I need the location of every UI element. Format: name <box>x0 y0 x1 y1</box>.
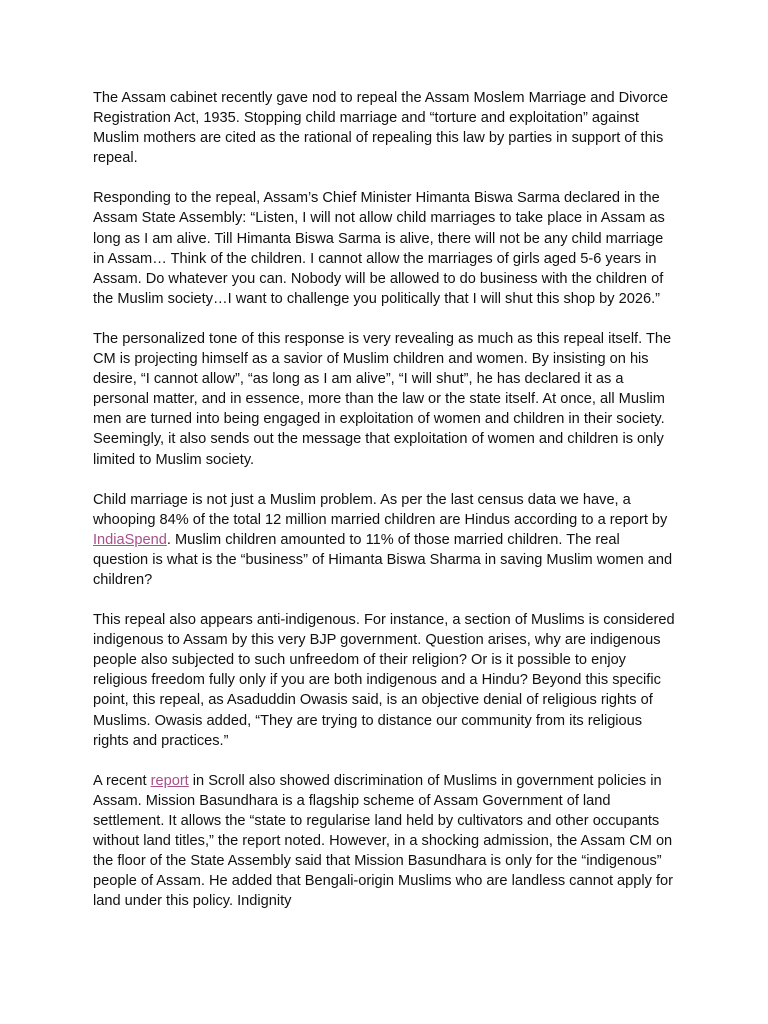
text-segment: This repeal also appears anti-indigenous. For instance, a section of Muslims is considered indigenous to Assam by this very BJP government. Question arises, why are indigenous people also subjected to such unfreedom of their religion? Or is it possible to enjoy religious freedom fully only if you are both indigenous and a Hindu? Beyond this specific point, this repeal, as Asaduddin Owasis said, is an objective denial of religious rights of Muslims. Owasis added, “They are trying to distance our community from its religious rights and practices.” <box>93 612 675 749</box>
text-segment: Child marriage is not just a Muslim problem. As per the last census data we have, a whooping 84% of the total 12 million married children are Hindus according to a report by <box>93 491 668 528</box>
text-segment: Responding to the repeal, Assam’s Chief Minister Himanta Biswa Sarma declared in the Assam State Assembly: “Listen, I will not allow child marriages to take place in Assam as long as I am alive. Till Himanta Biswa Sarma is alive, there will not be any child marriage in Assam… Think of the children. I cannot allow the marriages of girls aged 5-6 years in Assam. Do whatever you can. Nobody will be allowed to do business with the children of the Muslim society…I want to challenge you politically that I will shut this shop by 2026.” <box>93 190 665 307</box>
paragraph-p4 <box>93 490 677 590</box>
text-segment: The personalized tone of this response is very revealing as much as this repeal itself. The CM is projecting himself as a savior of Muslim children and women. By insisting on his desire, “I cannot allow”, “as long as I am alive”, “I will shut”, he has declared it as a personal matter, and in essence, more than the law or the state itself. At once, all Muslim men are turned into being engaged in exploitation of women and children in their society. Seemingly, it also sends out the message that exploitation of women and children is only limited to Muslim society. <box>93 330 672 468</box>
paragraph-p3 <box>93 329 677 470</box>
text-segment: A recent <box>93 772 151 789</box>
hyperlink-indiaspend[interactable]: IndiaSpend <box>93 531 167 548</box>
document-page <box>93 88 677 911</box>
text-segment: . Muslim children amounted to 11% of those married children. The real question is what is the “business” of Himanta Biswa Sharma in saving Muslim women and children? <box>93 531 673 588</box>
paragraph-p1 <box>93 88 677 168</box>
hyperlink-report[interactable]: report <box>150 772 189 789</box>
text-segment: The Assam cabinet recently gave nod to repeal the Assam Moslem Marriage and Divorce Registration Act, 1935. Stopping child marriage and “torture and exploitation” against Muslim mothers are cited as the rational of repealing this law by parties in support of this repeal. <box>93 90 669 167</box>
paragraph-p5 <box>93 610 677 751</box>
text-segment: in Scroll also showed discrimination of Muslims in government policies in Assam. Mission Basundhara is a flagship scheme of Assam Government of land settlement. It allows the “state to regularise land held by cultivators and other occupants without land titles,” the report noted. However, in a shocking admission, the Assam CM on the floor of the State Assembly said that Mission Basundhara is only for the “indigenous” people of Assam. He added that Bengali-origin Muslims who are landless cannot apply for land under this policy. Indignity <box>93 772 674 910</box>
paragraph-p6 <box>93 771 677 912</box>
paragraph-p2 <box>93 188 677 309</box>
